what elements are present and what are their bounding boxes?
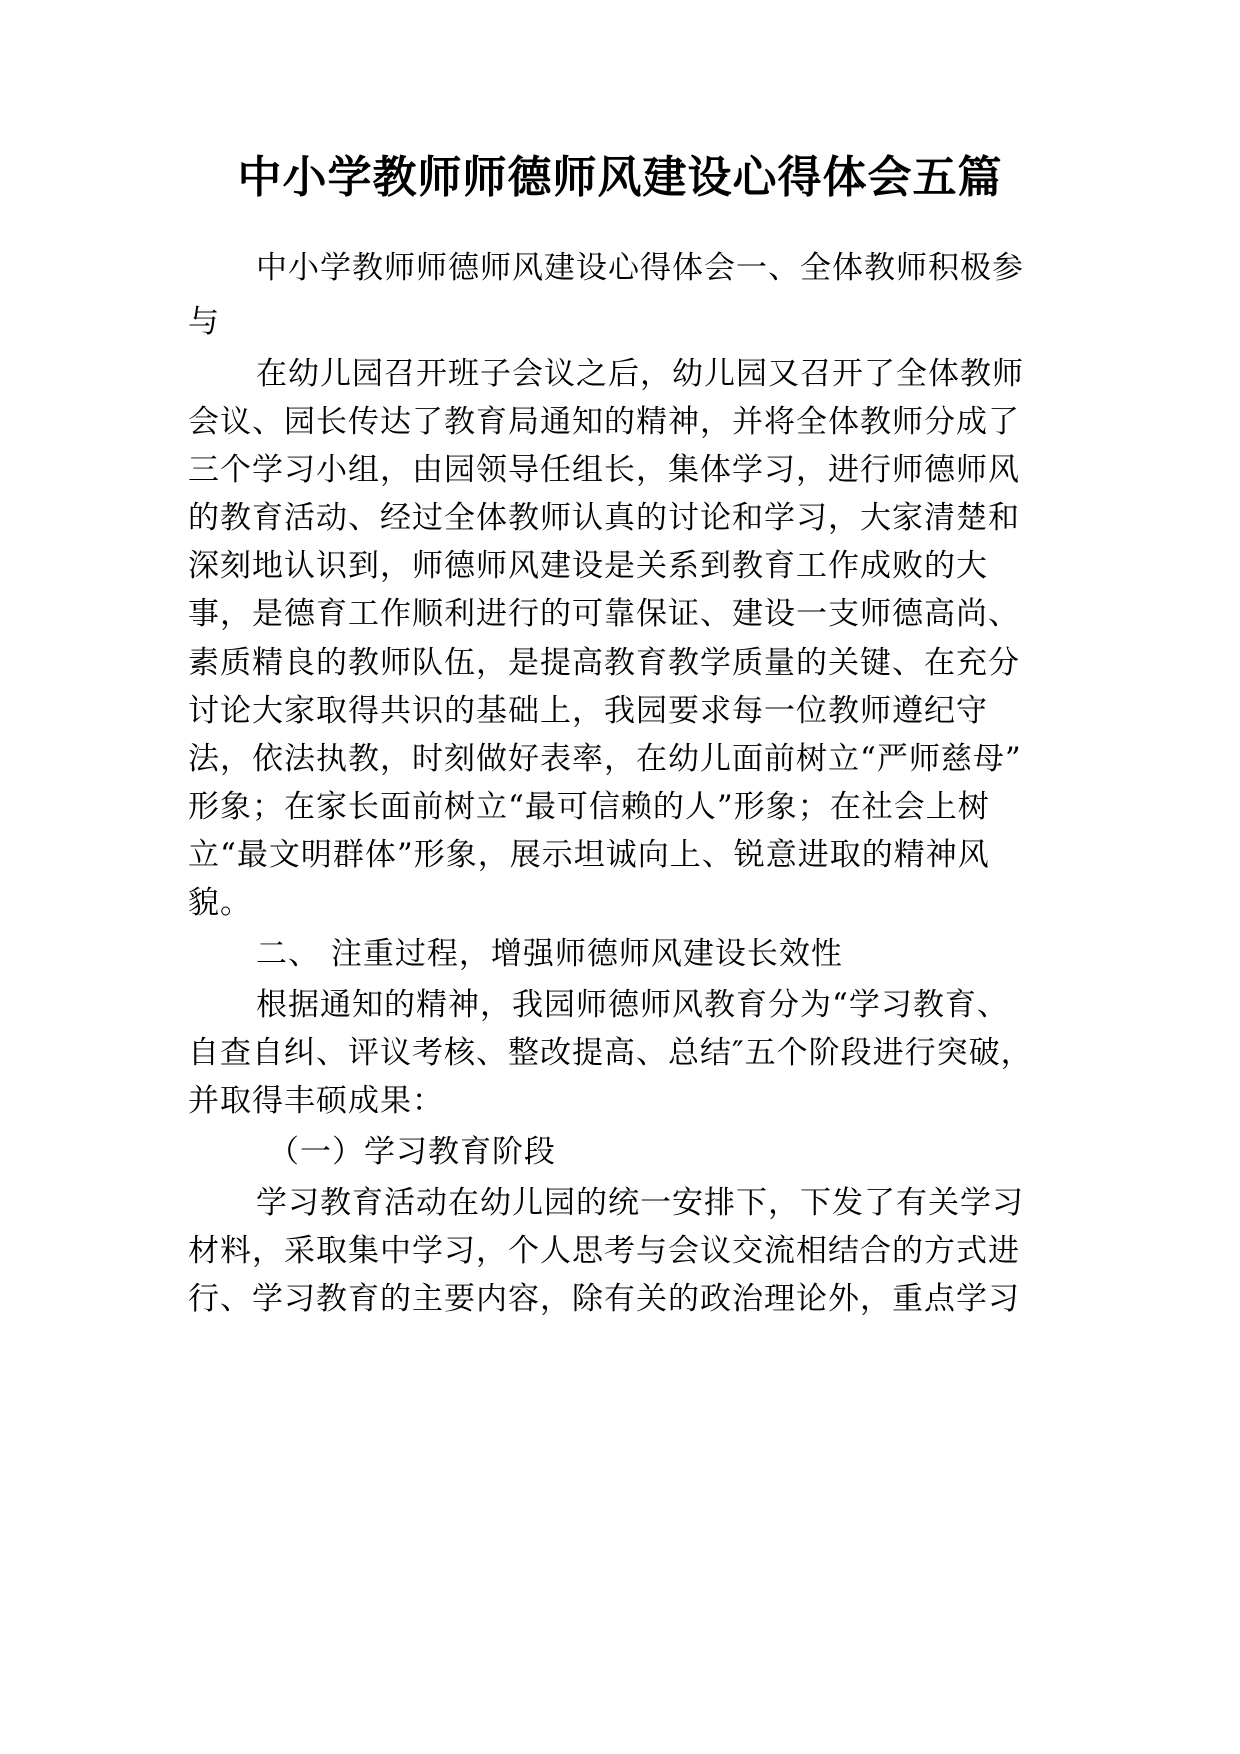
paragraph-line: 会议、园长传达了教育局通知的精神，并将全体教师分成了 (188, 404, 1020, 440)
paragraph-line: 行、学习教育的主要内容，除有关的政治理论外，重点学习 (188, 1281, 1020, 1317)
paragraph-line: 学习教育活动在幼儿园的统一安排下，下发了有关学习 (256, 1185, 1024, 1221)
heading-line: 中小学教师师德师风建设心得体会一、全体教师积极参 (256, 250, 1024, 286)
section-heading: 二、 注重过程，增强师德师风建设长效性 (256, 936, 843, 972)
paragraph-line: 形象；在家长面前树立“最可信赖的人”形象；在社会上树 (188, 789, 990, 825)
paragraph-line: 素质精良的教师队伍，是提高教育教学质量的关键、在充分 (188, 645, 1020, 681)
document-title: 中小学教师师德师风建设心得体会五篇 (237, 152, 1003, 203)
paragraph-line: 讨论大家取得共识的基础上，我园要求每一位教师遵纪守 (188, 693, 988, 729)
paragraph-line: 的教育活动、经过全体教师认真的讨论和学习，大家清楚和 (188, 500, 1020, 536)
paragraph-line: 在幼儿园召开班子会议之后，幼儿园又召开了全体教师 (256, 356, 1024, 392)
paragraph-line: 貌。 (188, 885, 252, 921)
paragraph-line: 三个学习小组，由园领导任组长，集体学习，进行师德师风 (188, 452, 1020, 488)
heading-line-continued: 与 (188, 304, 220, 340)
paragraph-line: 并取得丰硕成果： (188, 1083, 444, 1119)
paragraph-line: 事，是德育工作顺利进行的可靠保证、建设一支师德高尚、 (188, 596, 1020, 632)
paragraph-line: 根据通知的精神，我园师德师风教育分为“学习教育、 (256, 987, 1009, 1023)
paragraph-line: 深刻地认识到，师德师风建设是关系到教育工作成败的大 (188, 548, 988, 584)
paragraph-line: 法，依法执教，时刻做好表率，在幼儿面前树立“严师慈母” (188, 741, 1022, 777)
paragraph-line: 材料，采取集中学习，个人思考与会议交流相结合的方式进 (188, 1233, 1020, 1269)
paragraph-line: 自查自纠、评议考核、整改提高、总结″五个阶段进行突破， (188, 1035, 1033, 1071)
paragraph-line: 立“最文明群体”形象，展示坦诚向上、锐意进取的精神风 (188, 837, 990, 873)
subsection-heading: （一）学习教育阶段 (268, 1134, 556, 1170)
